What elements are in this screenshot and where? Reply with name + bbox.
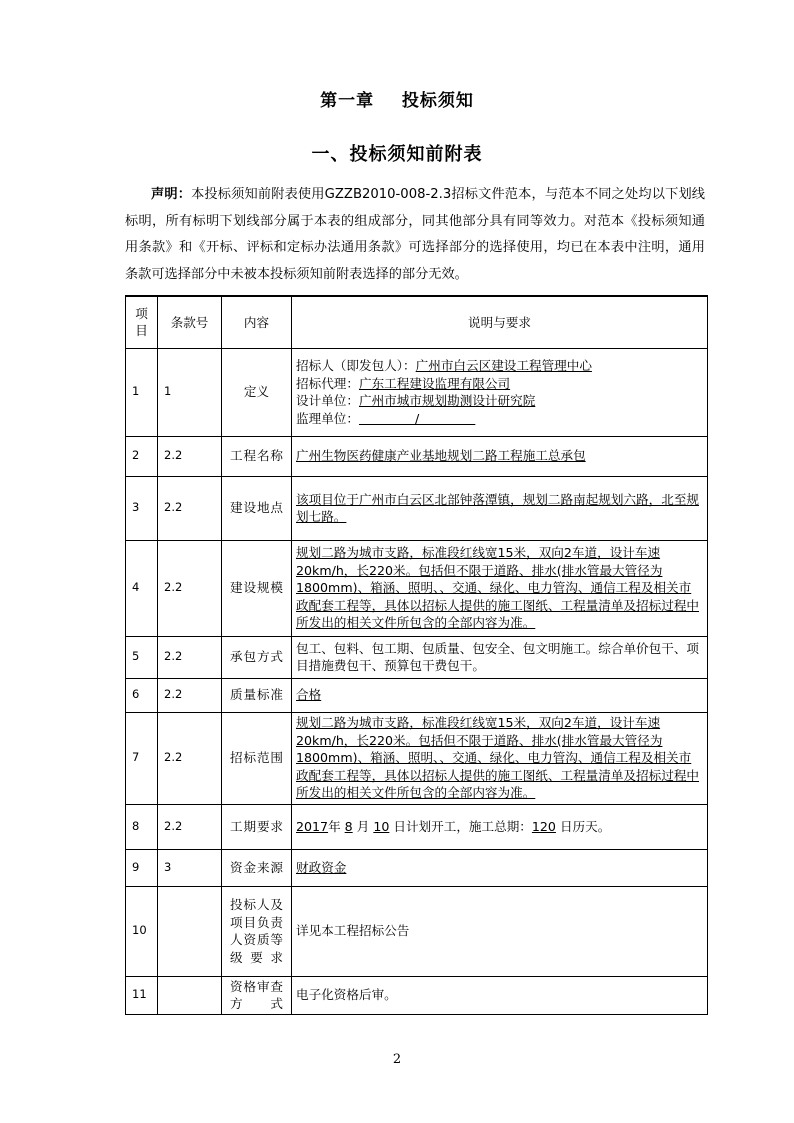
row-content-name: 定义: [222, 348, 292, 436]
row-clause: 2.2: [158, 476, 222, 540]
description-text: 规划二路为城市支路，标准段红线宽15米，双向2车道，设计车速20km/h，长220米。包括但不限于道路、排水(排水管最大管径为1800mm)、箱涵、照明、、交通、绿化、电力管沟、通信工程及相关市政配套工程等，具体以招标人提供的施工图纸、工程量清单及招标过程中所发出的相关文件所包含的全部内容为准。: [296, 545, 699, 631]
row-clause: [158, 886, 222, 976]
table-row: [126, 678, 708, 712]
row-clause: 2.2: [158, 804, 222, 849]
row-content-name: 资金来源: [222, 849, 292, 886]
row-content-name: 工期要求: [222, 804, 292, 849]
day-suffix: 日计划开工，施工总期：: [393, 818, 532, 834]
definition-label: 设计单位：: [296, 393, 359, 408]
row-number: 11: [126, 976, 158, 1014]
row-clause: 2.2: [158, 436, 222, 476]
row-content-name: 投标人及项目负责人资质等级要求: [222, 886, 292, 976]
start-month: 8: [344, 818, 353, 834]
section-title: 一、投标须知前附表: [311, 144, 483, 165]
table-header-row: [126, 296, 708, 348]
row-description: 详见本工程招标公告: [292, 886, 708, 976]
table-row: [126, 976, 708, 1014]
definition-line: [296, 357, 703, 375]
row-description: [292, 348, 708, 436]
table-row: [126, 476, 708, 540]
start-year: 2017: [296, 818, 329, 834]
table-row: [126, 886, 708, 976]
header-content: 内容: [222, 296, 292, 348]
table-row: [126, 636, 708, 678]
definition-line: [296, 392, 703, 410]
row-content-name: 承包方式: [222, 636, 292, 678]
table-row: [126, 804, 708, 849]
row-content-name: 资格审查方式: [222, 976, 292, 1014]
row-description: [292, 476, 708, 540]
row-description: [292, 540, 708, 636]
header-description: 说明与要求: [292, 296, 708, 348]
row-number: 10: [126, 886, 158, 976]
definition-label: 招标人（即发包人）：: [296, 358, 416, 373]
definition-value: 广州市城市规划勘测设计研究院: [358, 393, 536, 408]
row-number: 3: [126, 476, 158, 540]
definition-line: [296, 410, 703, 428]
description-text: 广州生物医药健康产业基地规划二路工程施工总承包: [296, 448, 586, 464]
row-number: 8: [126, 804, 158, 849]
row-number: 2: [126, 436, 158, 476]
table-row: [126, 849, 708, 886]
table-row: [126, 348, 708, 436]
definition-value: /: [358, 410, 476, 426]
table-row: [126, 436, 708, 476]
chapter-title: 第一章 投标须知: [320, 91, 474, 111]
statement-label: 声明：: [151, 187, 192, 202]
start-day: 10: [373, 818, 390, 834]
row-number: 5: [126, 636, 158, 678]
row-number: 4: [126, 540, 158, 636]
row-clause: 3: [158, 849, 222, 886]
row-clause: 1: [158, 348, 222, 436]
row-clause: 2.2: [158, 678, 222, 712]
month-suffix: 月: [356, 818, 370, 834]
description-text: 规划二路为城市支路，标准段红线宽15米，双向2车道，设计车速20km/h，长220米。包括但不限于道路、排水(排水管最大管径为1800mm)、箱涵、照明、、交通、绿化、电力管沟、通信工程及相关市政配套工程等，具体以招标人提供的施工图纸、工程量清单及招标过程中所发出的相关文件所包含的全部内容为准。: [296, 715, 699, 801]
row-content-name: 质量标准: [222, 678, 292, 712]
page-number: 2: [392, 1052, 402, 1067]
definition-label: 招标代理：: [296, 375, 359, 391]
row-content-name: 建设规模: [222, 540, 292, 636]
statement-paragraph: [125, 182, 705, 288]
definition-value: 广东工程建设监理有限公司: [358, 375, 511, 391]
row-number: 7: [126, 712, 158, 804]
row-description: 包工、包料、包工期、包质量、包安全、包文明施工。综合单价包干、项目措施费包干、预算包干费包干。: [292, 636, 708, 678]
header-item: 项目: [126, 296, 158, 348]
table-row: [126, 540, 708, 636]
definition-value: 广州市白云区建设工程管理中心: [415, 358, 592, 373]
row-clause: 2.2: [158, 712, 222, 804]
description-text: 合格: [296, 687, 322, 703]
row-description: [292, 849, 708, 886]
row-number: 1: [126, 348, 158, 436]
description-text: 财政资金: [296, 859, 347, 875]
table-row: [126, 712, 708, 804]
definition-label: 监理单位：: [296, 410, 359, 426]
row-content-name: 工程名称: [222, 436, 292, 476]
header-clause: 条款号: [158, 296, 222, 348]
row-description: [292, 804, 708, 849]
duration-days: 120: [531, 818, 556, 834]
row-clause: [158, 976, 222, 1014]
row-description: [292, 678, 708, 712]
row-description: [292, 436, 708, 476]
statement-text: 本投标须知前附表使用GZZB2010-008-2.3招标文件范本，与范本不同之处均以下划线标明，所有标明下划线部分属于本表的组成部分，同其他部分具有同等效力。对范本《投标须知通用条款》和《开标、评标和定标办法通用条款》可选择部分的选择使用，均已在本表中注明，通用条款可选择部分中未被本投标须知前附表选择的部分无效。: [125, 187, 705, 282]
row-clause: 2.2: [158, 636, 222, 678]
row-content-name: 建设地点: [222, 476, 292, 540]
row-number: 9: [126, 849, 158, 886]
description-text: 该项目位于广州市白云区北部钟落潭镇，规划二路南起规划六路，北至规划七路。: [296, 491, 699, 524]
row-content-name: 招标范围: [222, 712, 292, 804]
days-suffix: 日历天。: [559, 818, 611, 834]
row-description: 电子化资格后审。: [292, 976, 708, 1014]
pre-attached-table: [125, 295, 708, 1015]
row-clause: 2.2: [158, 540, 222, 636]
definition-line: [296, 375, 703, 393]
row-description: [292, 712, 708, 804]
row-number: 6: [126, 678, 158, 712]
year-suffix: 年: [328, 818, 341, 834]
